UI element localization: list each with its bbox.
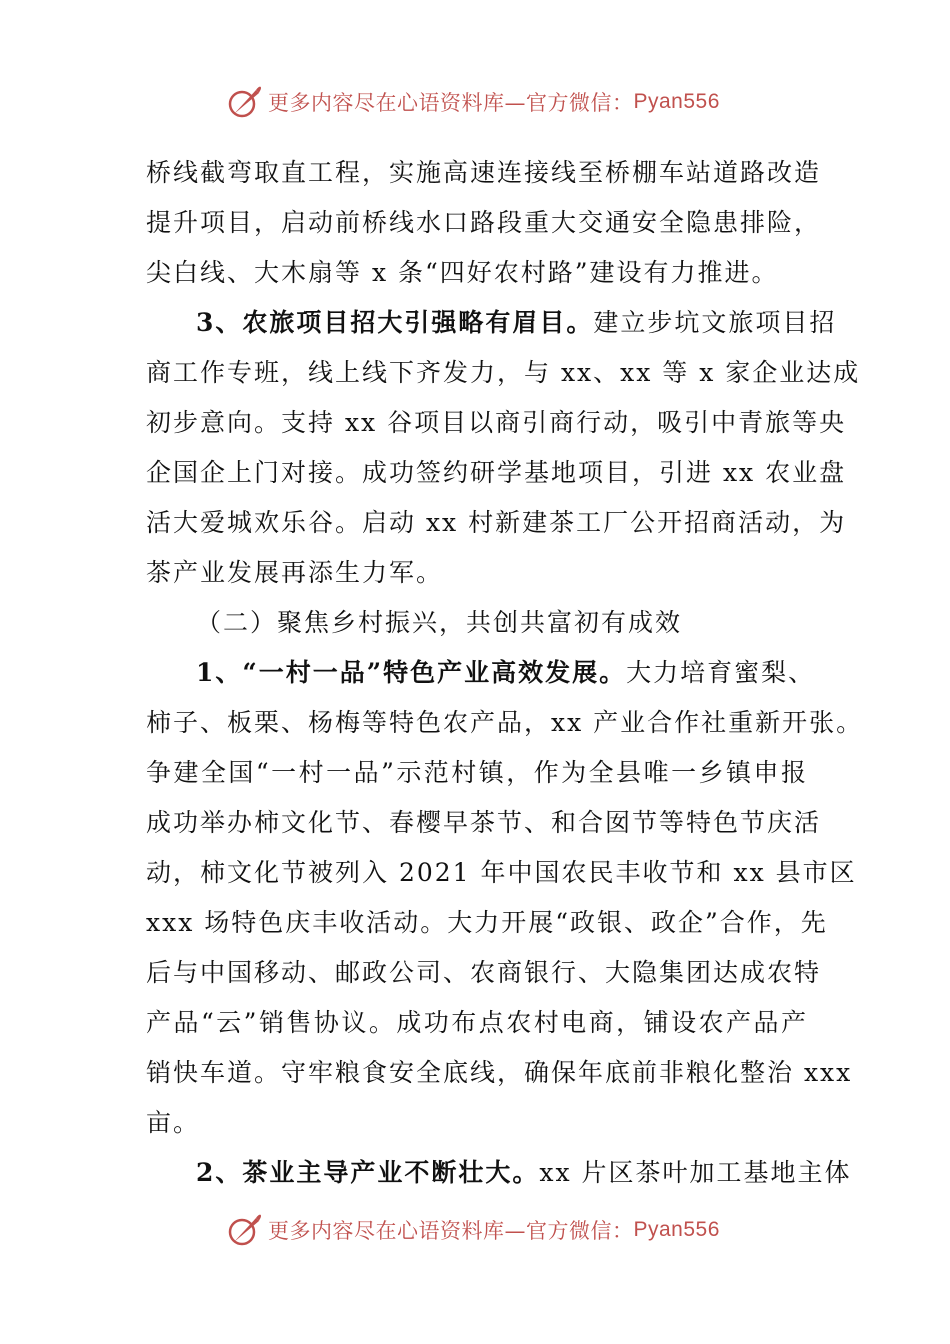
text-line: 茶产业发展再添生力军。 [146, 558, 444, 587]
text-span: xx 片区茶叶加工基地主体 [539, 1158, 852, 1187]
text-line: 商工作专班，线上线下齐发力，与 xx、xx 等 x 家企业达成 [146, 358, 861, 387]
quill-logo-icon [226, 84, 262, 120]
text-line: 后与中国移动、邮政公司、农商银行、大隐集团达成农特 [146, 958, 822, 987]
watermark-id: Pyan556 [633, 1218, 720, 1241]
document-body [146, 148, 864, 1198]
bold-heading: 1、“一村一品”特色产业高效发展。 [196, 658, 627, 687]
text-line: 柿子、板栗、杨梅等特色农产品，xx 产业合作社重新开张。 [146, 708, 864, 737]
watermark-text: 更多内容尽在心语资料库—官方微信： [268, 91, 634, 115]
watermark-header [226, 84, 746, 120]
text-line: 企国企上门对接。成功签约研学基地项目，引进 xx 农业盘 [146, 458, 847, 487]
text-line: 动，柿文化节被列入 2021 年中国农民丰收节和 xx 县市区 [146, 858, 857, 887]
quill-logo-icon [226, 1212, 262, 1248]
section-heading: （二）聚焦乡村振兴，共创共富初有成效 [196, 608, 683, 637]
text-line: 亩。 [146, 1108, 201, 1137]
text-line: 提升项目，启动前桥线水口路段重大交通安全隐患排险， [146, 208, 822, 237]
text-line: 桥线截弯取直工程，实施高速连接线至桥棚车站道路改造 [146, 158, 822, 187]
text-line: 尖白线、大木扇等 x 条“四好农村路”建设有力推进。 [146, 258, 779, 287]
text-span: 大力培育蜜梨、 [626, 658, 816, 687]
paragraph-heading-1 [146, 648, 816, 698]
text-line: 初步意向。支持 xx 谷项目以商引商行动，吸引中青旅等央 [146, 408, 847, 437]
paragraph-heading-2 [146, 1148, 852, 1198]
text-span: 建立步坑文旅项目招 [593, 308, 837, 337]
text-line: xxx 场特色庆丰收活动。大力开展“政银、政企”合作，先 [146, 908, 828, 937]
watermark-footer [226, 1212, 746, 1248]
bold-heading: 2、茶业主导产业不断壮大。 [196, 1158, 540, 1187]
watermark-text: 更多内容尽在心语资料库—官方微信： [268, 1219, 634, 1243]
watermark-id: Pyan556 [633, 90, 720, 113]
text-line: 争建全国“一村一品”示范村镇，作为全县唯一乡镇申报 [146, 758, 808, 787]
bold-heading: 3、农旅项目招大引强略有眉目。 [196, 308, 594, 337]
text-line: 销快车道。守牢粮食安全底线，确保年底前非粮化整治 xxx [146, 1058, 853, 1087]
text-line: 成功举办柿文化节、春樱早茶节、和合囡节等特色节庆活 [146, 808, 822, 837]
paragraph-heading-3 [146, 298, 837, 348]
text-line: 产品“云”销售协议。成功布点农村电商，铺设农产品产 [146, 1008, 808, 1037]
text-line: 活大爱城欢乐谷。启动 xx 村新建茶工厂公开招商活动，为 [146, 508, 847, 537]
